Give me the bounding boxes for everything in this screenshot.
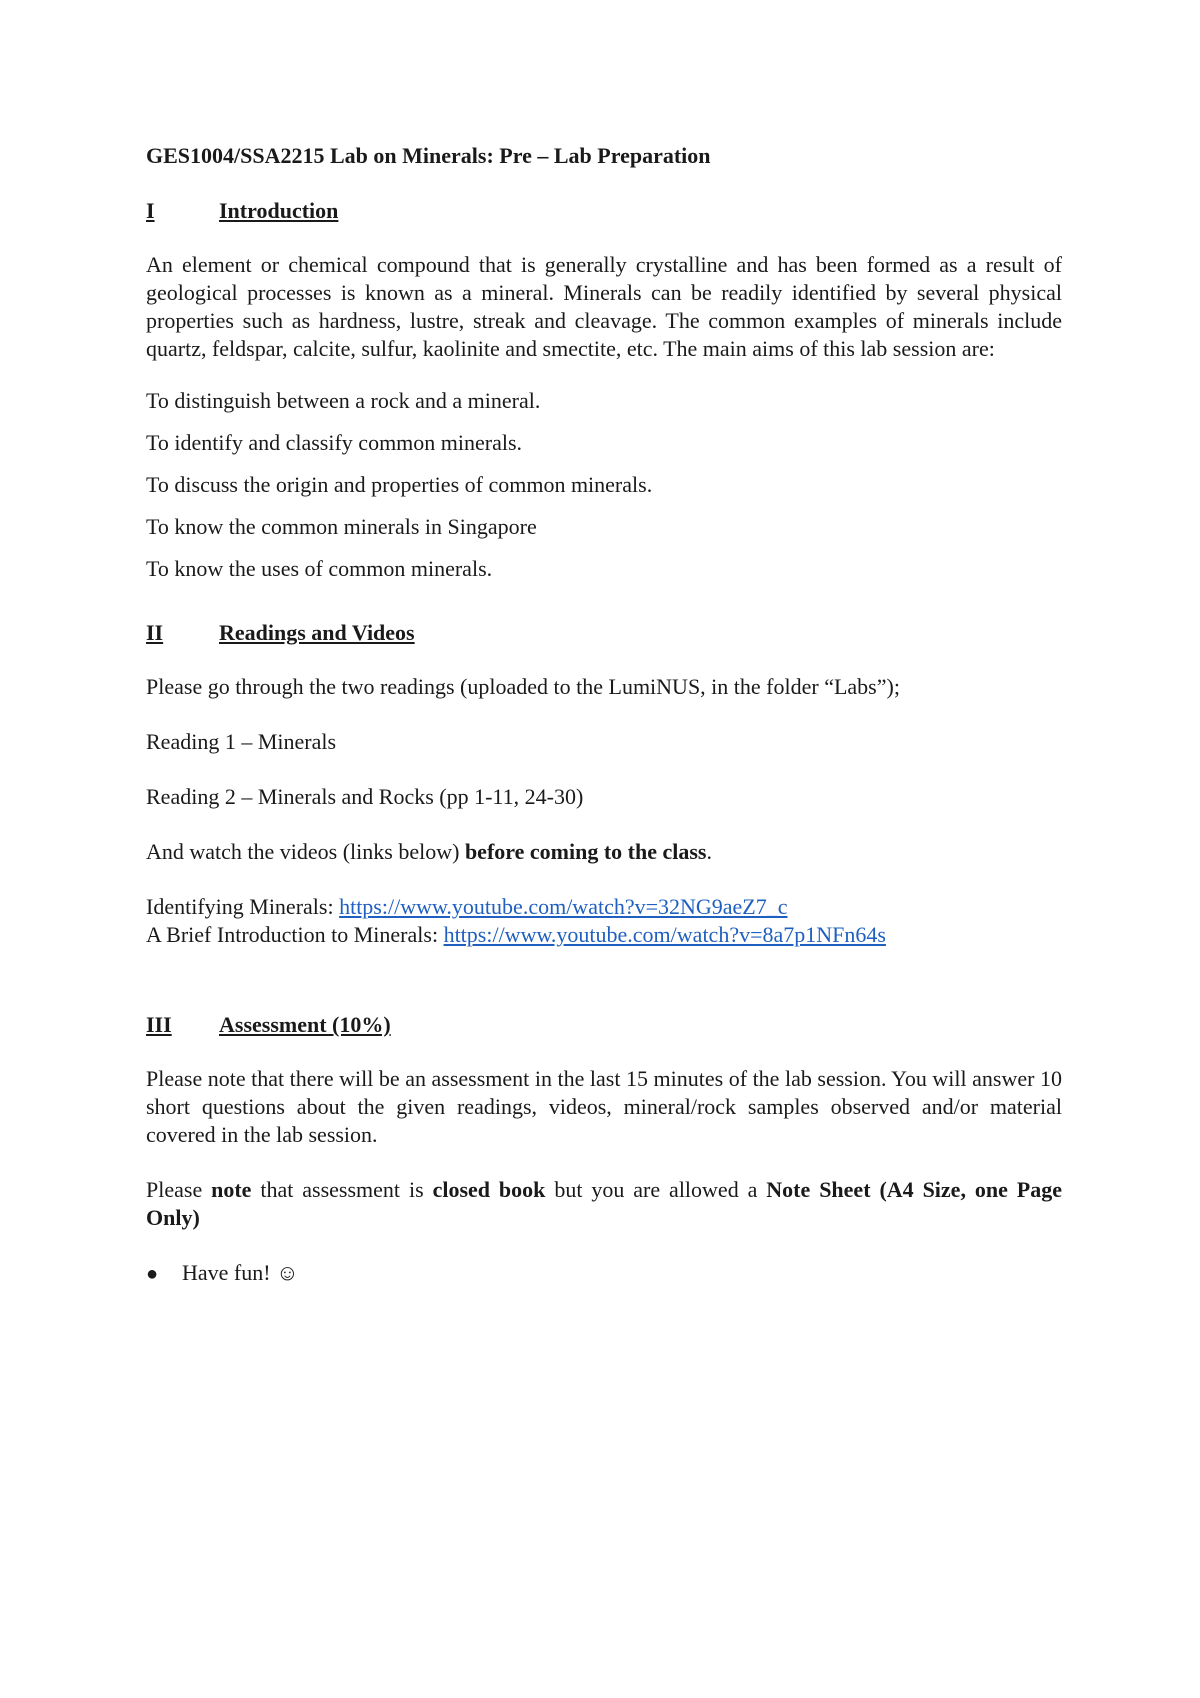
- bullet-item: [146, 1259, 1062, 1288]
- section-title: Readings and Videos: [219, 620, 415, 645]
- aim-item: To know the uses of common minerals.: [146, 556, 493, 581]
- video-label: A Brief Introduction to Minerals:: [146, 922, 444, 947]
- readings-instruction: Please go through the two readings (uploaded to the LumiNUS, in the folder “Labs”);: [146, 674, 900, 699]
- section-number: III: [146, 1012, 172, 1037]
- section-heading-introduction: [146, 197, 1062, 225]
- bullet-icon: ●: [146, 1263, 159, 1285]
- section-title: Introduction: [219, 198, 339, 223]
- video-link-identifying-minerals[interactable]: https://www.youtube.com/watch?v=32NG9aeZ7_c: [339, 894, 788, 919]
- video-link-row: [146, 893, 1062, 921]
- section-heading-assessment: [146, 1011, 1062, 1039]
- video-link-intro-minerals[interactable]: https://www.youtube.com/watch?v=8a7p1NFn64s: [443, 922, 886, 947]
- watch-emphasis: before coming to the class: [464, 839, 707, 864]
- reading-item: Reading 1 – Minerals: [146, 729, 337, 754]
- reading-item: Reading 2 – Minerals and Rocks (pp 1-11, 24-30): [146, 784, 584, 809]
- section-number: I: [146, 198, 155, 223]
- video-label: Identifying Minerals:: [146, 894, 340, 919]
- intro-paragraph: An element or chemical compound that is generally crystalline and has been formed as a result of geological processes is known as a mineral. Minerals can be readily identified by several physical properties such as hardness, lustre, streak and cleavage. The common examples of minerals include quartz, feldspar, calcite, sulfur, kaolinite and smectite, etc. The main aims of this lab session are:: [146, 252, 1062, 361]
- document-title: GES1004/SSA2215 Lab on Minerals: Pre – Lab Preparation: [146, 143, 711, 168]
- section-title: Assessment (10%): [219, 1012, 391, 1037]
- document-page: [146, 142, 1062, 1288]
- aim-item: To distinguish between a rock and a mineral.: [146, 388, 541, 413]
- aims-list: [146, 387, 1062, 583]
- section-heading-readings: [146, 619, 1062, 647]
- aim-item: To discuss the origin and properties of common minerals.: [146, 472, 653, 497]
- bullet-text: Have fun! ☺: [182, 1260, 299, 1285]
- watch-videos-text: And watch the videos (links below) before coming to the class.: [146, 839, 712, 864]
- aim-item: To know the common minerals in Singapore: [146, 514, 537, 539]
- section-number: II: [146, 620, 164, 645]
- video-link-row: [146, 921, 1062, 949]
- assessment-paragraph: Please note that there will be an assessment in the last 15 minutes of the lab session. You will answer 10 short questions about the given readings, videos, mineral/rock samples observed and/or material covered in the lab session.: [146, 1066, 1062, 1147]
- aim-item: To identify and classify common minerals.: [146, 430, 523, 455]
- note-sheet-paragraph: Please note that assessment is closed book but you are allowed a Note Sheet (A4 Size, one Page Only): [146, 1177, 1062, 1230]
